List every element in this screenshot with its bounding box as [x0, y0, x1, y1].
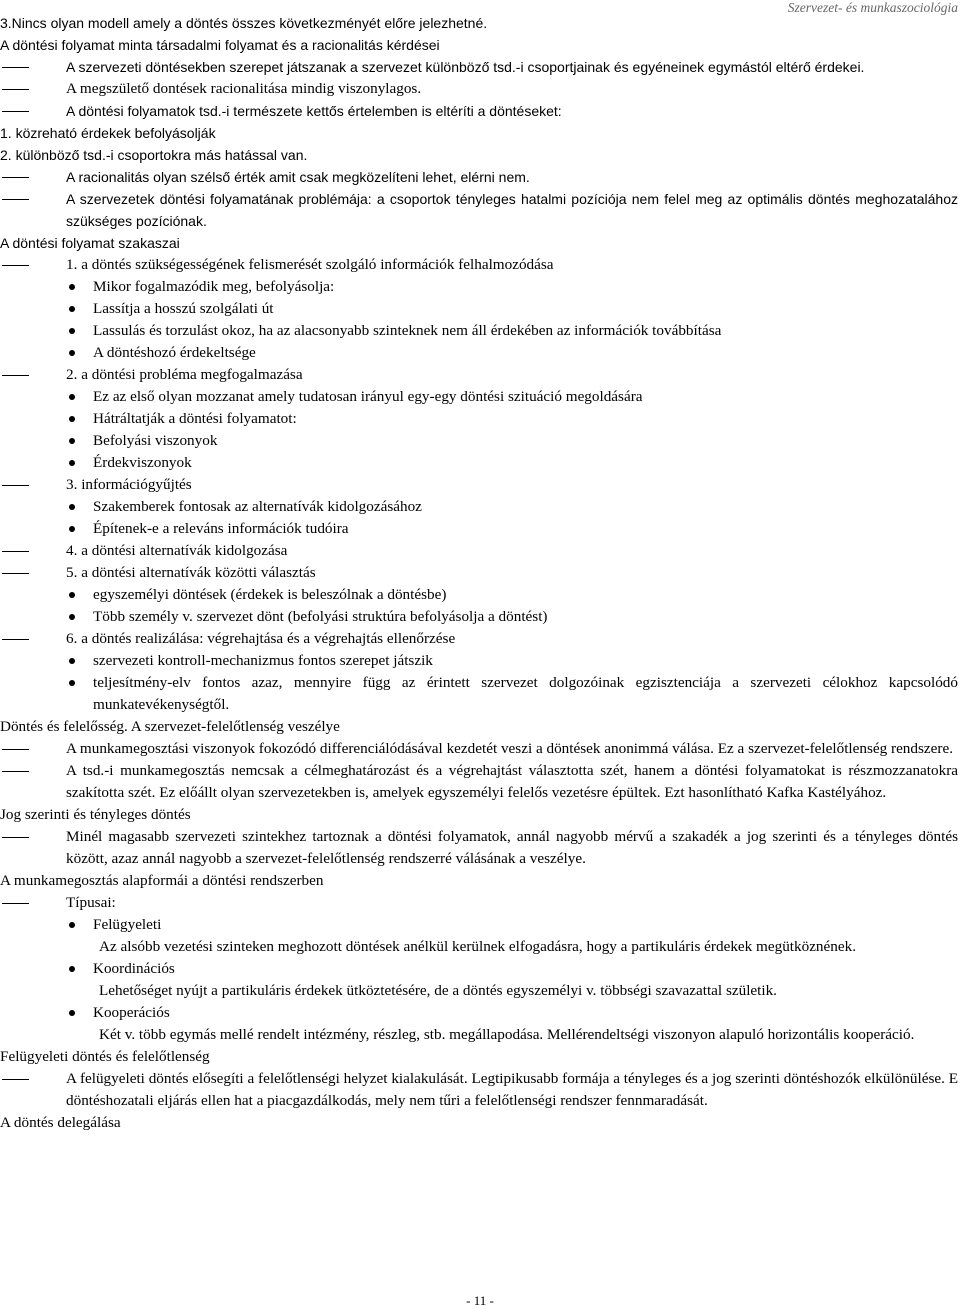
- dash-item: 6. a döntés realizálása: végrehajtása és a végrehajtás ellenőrzése: [0, 628, 958, 650]
- bullet-item: Ez az első olyan mozzanat amely tudatosan irányul egy-egy döntési szituáció megoldására: [0, 386, 958, 408]
- dash-item: 2. a döntési probléma megfogalmazása: [0, 364, 958, 386]
- text-line: Felügyeleti döntés és felelőtlenség: [0, 1048, 210, 1065]
- dash-item: 5. a döntési alternatívák közötti választás: [0, 562, 958, 584]
- page-body: [0, 12, 958, 1134]
- indented-paragraph: Az alsóbb vezetési szinteken meghozott döntések anélkül kerülnek elfogadásra, hogy a partikuláris érdekek megütköznének.: [99, 938, 856, 955]
- bullet-item: teljesítmény-elv fontos azaz, mennyire függ az érintett szervezet dolgozóinak egzisztenciája a szervezeti célokhoz kapcsolódó munkatevékenységtől.: [0, 672, 958, 716]
- text-line: 3.Nincs olyan modell amely a döntés összes következményét előre jelezhetné.: [0, 15, 488, 31]
- bullet-item: A döntéshozó érdekeltsége: [0, 342, 958, 364]
- bullet-item: Több személy v. szervezet dönt (befolyási struktúra befolyásolja a döntést): [0, 606, 958, 628]
- text-line: 1. közreható érdekek befolyásolják: [0, 125, 216, 141]
- indented-paragraph: Lehetőséget nyújt a partikuláris érdekek ütköztetésére, de a döntés egyszemélyi v. többségi szavazattal születik.: [99, 982, 777, 999]
- dash-item: 1. a döntés szükségességének felismerését szolgáló információk felhalmozódása: [0, 254, 958, 276]
- indented-paragraph: Két v. több egymás mellé rendelt intézmény, részleg, stb. megállapodása. Mellérendeltségi viszonyon alapuló horizontális kooperáció.: [99, 1026, 915, 1043]
- bullet-item: Mikor fogalmazódik meg, befolyásolja:: [0, 276, 958, 298]
- bullet-item: Szakemberek fontosak az alternatívák kidolgozásához: [0, 496, 958, 518]
- bullet-item: Hátráltatják a döntési folyamatot:: [0, 408, 958, 430]
- dash-item: A szervezetek döntési folyamatának problémája: a csoportok tényleges hatalmi pozíciója nem felel meg az optimális döntés meghozatalához szükséges pozíciónak.: [0, 188, 958, 232]
- text-line: A döntési folyamat minta társadalmi folyamat és a racionalitás kérdései: [0, 37, 440, 53]
- dash-item: A racionalitás olyan szélső érték amit csak megközelíteni lehet, elérni nem.: [0, 166, 958, 188]
- dash-item: 4. a döntési alternatívák kidolgozása: [0, 540, 958, 562]
- bullet-item: Érdekviszonyok: [0, 452, 958, 474]
- dash-item: Típusai:: [0, 892, 958, 914]
- dash-item: A megszülető dontések racionalitása mindig viszonylagos.: [0, 78, 958, 100]
- bullet-item: Lassulás és torzulást okoz, ha az alacsonyabb szinteknek nem áll érdekében az információk továbbítása: [0, 320, 958, 342]
- dash-item: A döntési folyamatok tsd.-i természete kettős értelemben is eltéríti a döntéseket:: [0, 100, 958, 122]
- text-line: 2. különböző tsd.-i csoportokra más hatással van.: [0, 147, 308, 163]
- text-line: Jog szerinti és tényleges döntés: [0, 806, 191, 823]
- dash-item: A munkamegosztási viszonyok fokozódó differenciálódásával kezdetét veszi a döntések anonimmá válása. Ez a szervezet-felelőtlenség rendszere.: [0, 738, 958, 760]
- bullet-item: Felügyeleti: [0, 914, 958, 936]
- page-number: - 11 -: [466, 1293, 494, 1308]
- dash-item: A tsd.-i munkamegosztás nemcsak a célmeghatározást és a végrehajtást választotta szét, hanem a döntési folyamatokat is részmozzanatokra szakította szét. Ez előállt olyan szervezetekben is, amelyek egyszemélyi felelős vezetésre épültek. Ezt hasonlítható Kafka Kastélyához.: [0, 760, 958, 804]
- text-line: A munkamegosztás alapformái a döntési rendszerben: [0, 872, 324, 889]
- text-line: Döntés és felelősség. A szervezet-felelőtlenség veszélye: [0, 718, 340, 735]
- dash-item: 3. információgyűjtés: [0, 474, 958, 496]
- dash-item: A felügyeleti döntés elősegíti a felelőtlenségi helyzet kialakulását. Legtipikusabb formája a tényleges és a jog szerinti döntéshozók elkülönülése. E döntéshozatali eljárás ellen hat a piacgazdálkodás, mely nem tűri a felelőtlenségi rendszer fennmaradását.: [0, 1068, 958, 1112]
- bullet-item: Lassítja a hosszú szolgálati út: [0, 298, 958, 320]
- bullet-item: Építenek-e a releváns információk tudóira: [0, 518, 958, 540]
- running-header: Szervezet- és munkaszociológia: [787, 0, 958, 15]
- bullet-item: szervezeti kontroll-mechanizmus fontos szerepet játszik: [0, 650, 958, 672]
- dash-item: A szervezeti döntésekben szerepet játszanak a szervezet különböző tsd.-i csoportjainak és egyéneinek egymástól eltérő érdekei.: [0, 56, 958, 78]
- text-line: A döntési folyamat szakaszai: [0, 235, 180, 251]
- bullet-item: Koordinációs: [0, 958, 958, 980]
- text-line: A döntés delegálása: [0, 1114, 121, 1131]
- dash-item: Minél magasabb szervezeti szintekhez tartoznak a döntési folyamatok, annál nagyobb mérvű a szakadék a jog szerinti és a tényleges döntés között, azaz annál nagyobb a szervezet-felelőtlenség rendszerré válásának a veszélye.: [0, 826, 958, 870]
- bullet-item: Kooperációs: [0, 1002, 958, 1024]
- bullet-item: egyszemélyi döntések (érdekek is beleszólnak a döntésbe): [0, 584, 958, 606]
- bullet-item: Befolyási viszonyok: [0, 430, 958, 452]
